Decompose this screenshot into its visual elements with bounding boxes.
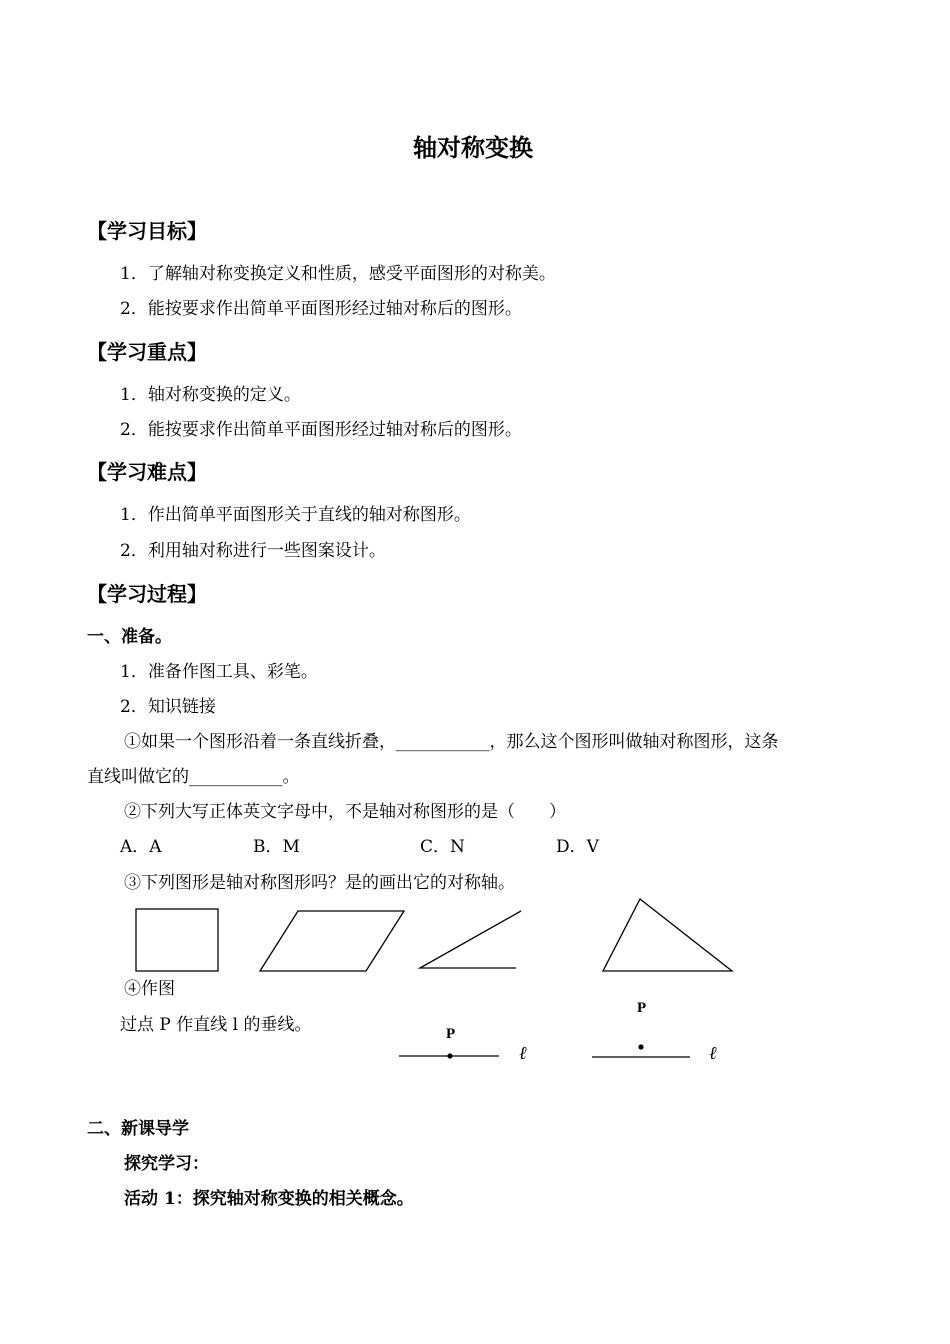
- explore-heading: 探究学习：: [124, 1154, 209, 1174]
- question-3: ③下列图形是轴对称图形吗？是的画出它的对称轴。: [124, 873, 515, 893]
- keypoints-item-1: 1．轴对称变换的定义。: [120, 385, 301, 405]
- difficulties-item-2: 2．利用轴对称进行一些图案设计。: [120, 541, 386, 561]
- keypoints-item-2: 2．能按要求作出简单平面图形经过轴对称后的图形。: [120, 420, 522, 440]
- prep-item-1: 1．准备作图工具、彩笔。: [120, 662, 318, 682]
- option-a: A．A: [120, 837, 162, 857]
- triangle-figure: [603, 899, 732, 971]
- line-l-label-left: ℓ: [519, 1043, 527, 1063]
- parallelogram-figure: [260, 911, 404, 971]
- point-p-label-right: P: [637, 1000, 647, 1016]
- goals-heading: 【学习目标】: [87, 219, 207, 243]
- goals-item-2: 2．能按要求作出简单平面图形经过轴对称后的图形。: [120, 299, 522, 319]
- square-figure: [136, 909, 218, 971]
- prep-item-2: 2．知识链接: [120, 697, 216, 717]
- question-4-text: 过点 P 作直线 l 的垂线。: [120, 1015, 312, 1035]
- newlesson-heading: 二、新课导学: [87, 1119, 189, 1139]
- difficulties-item-1: 1．作出简单平面图形关于直线的轴对称图形。: [120, 505, 471, 525]
- point-p-left: [447, 1053, 452, 1058]
- activity-1: 活动 1：探究轴对称变换的相关概念。: [124, 1189, 414, 1209]
- page-title: 轴对称变换: [413, 133, 533, 162]
- option-c: C．N: [420, 837, 465, 857]
- question-2: ②下列大写正体英文字母中，不是轴对称图形的是（ ）: [124, 802, 566, 822]
- prep-heading: 一、准备。: [87, 627, 172, 647]
- question-1-line-1: ①如果一个图形沿着一条直线折叠，___________，那么这个图形叫做轴对称图形，这条: [124, 732, 779, 752]
- process-heading: 【学习过程】: [87, 582, 207, 606]
- question-1-line-2: 直线叫做它的___________。: [87, 767, 300, 787]
- question-4: ④作图: [124, 979, 175, 999]
- point-p-right: [638, 1044, 643, 1049]
- option-d: D．V: [556, 837, 599, 857]
- point-p-label-left: P: [446, 1026, 456, 1042]
- line-l-label-right: ℓ: [709, 1043, 717, 1063]
- difficulties-heading: 【学习难点】: [87, 460, 207, 484]
- keypoints-heading: 【学习重点】: [87, 340, 207, 364]
- goals-item-1: 1．了解轴对称变换定义和性质，感受平面图形的对称美。: [120, 264, 556, 284]
- angle-figure: [420, 911, 521, 968]
- option-b: B．M: [253, 837, 300, 857]
